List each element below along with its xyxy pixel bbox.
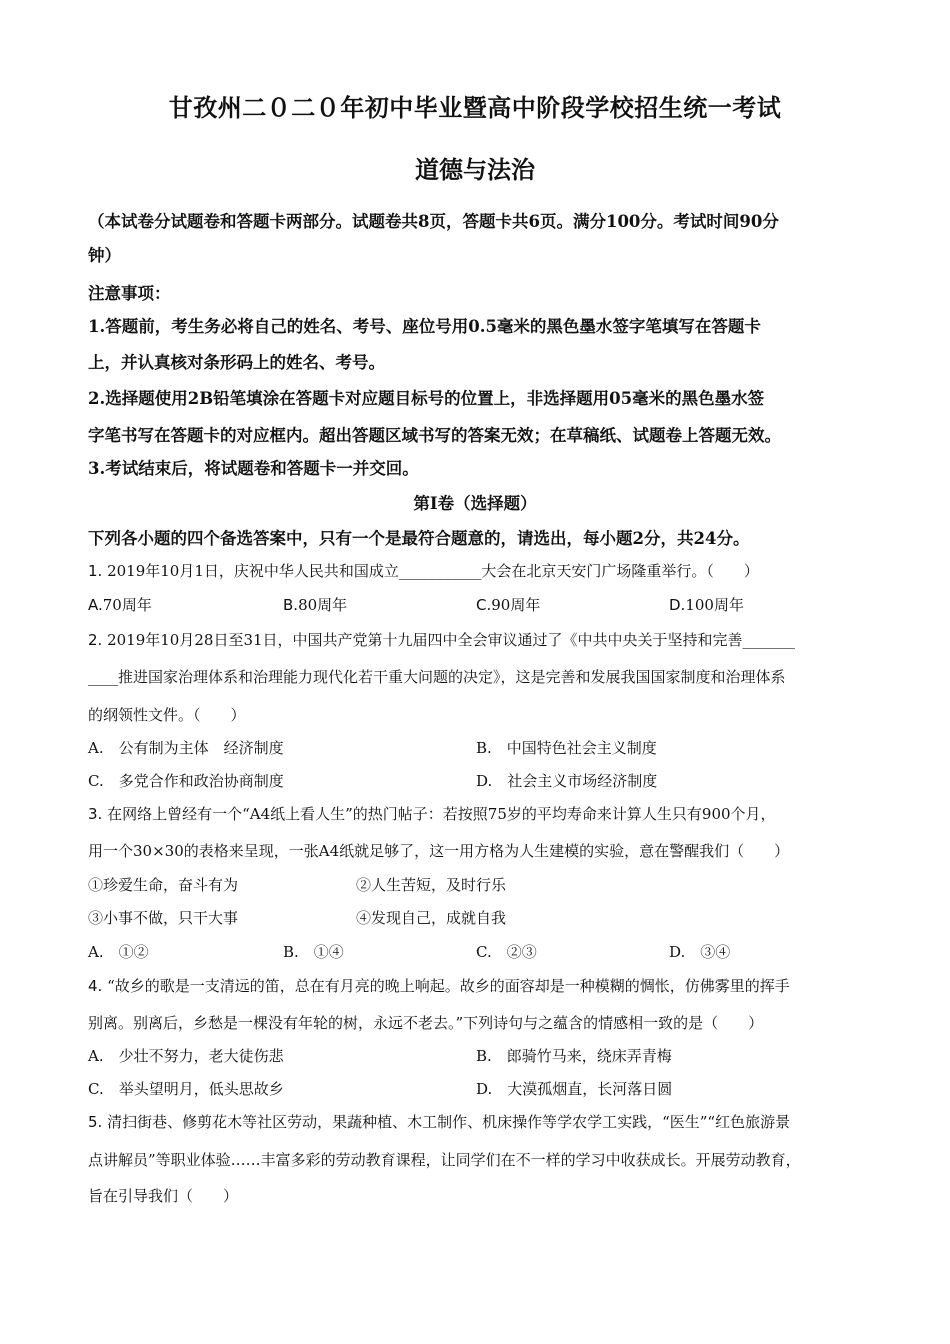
question-2-line-2: ____推进国家治理体系和治理能力现代化若干重大问题的决定》，这是完善和发展我国国家制度和治理体系: [88, 668, 786, 686]
question-3-line-2: 用一个30×30的表格来呈现，一张A4纸就足够了，这一用方格为人生建模的实验，意在警醒我们（ ）: [88, 842, 790, 860]
question-4: [88, 975, 790, 996]
option-b: B. ①④: [283, 943, 344, 961]
note-3: 3.考试结束后，将试题卷和答题卡一并交回。: [88, 459, 419, 478]
section-instruction: 下列各小题的四个备选答案中，只有一个是最符合题意的，请选出，每小题2分，共24分。: [88, 529, 750, 548]
option-b: B.80周年: [283, 596, 348, 614]
question-number: 5.: [88, 1113, 103, 1131]
question-4-line-2: 别离。别离后，乡愁是一棵没有年轮的树，永远不老去。”下列诗句与之蕴含的情感相一致的是（ ）: [88, 1014, 764, 1032]
option-c: C. 多党合作和政治协商制度: [88, 772, 284, 790]
option-d: D. 大漠孤烟直，长河落日圆: [476, 1080, 673, 1098]
option-c: C.90周年: [476, 596, 541, 614]
note-2-line-2: 字笔书写在答题卡的对应框内。超出答题区域书写的答案无效；在草稿纸、试题卷上答题无效。: [88, 426, 781, 445]
question-2: [88, 629, 795, 650]
exam-title: 甘孜州二０二０年初中毕业暨高中阶段学校招生统一考试: [168, 93, 782, 122]
option-a: A. 公有制为主体 经济制度: [88, 739, 284, 757]
note-1-line-2: 上，并认真核对条形码上的姓名、考号。: [88, 353, 385, 372]
intro-line-1: （本试卷分试题卷和答题卡两部分。试题卷共8页，答题卡共6页。满分100分。考试时间90分: [88, 212, 779, 231]
option-b: B. 中国特色社会主义制度: [476, 739, 657, 757]
note-2-line-1: 2.选择题使用2B铅笔填涂在答题卡对应题目标号的位置上，非选择题用05毫米的黑色墨水签: [88, 389, 765, 408]
question-2-line-3: 的纲领性文件。（ ）: [88, 706, 246, 724]
option-a: A. 少壮不努力，老大徒伤悲: [88, 1047, 284, 1065]
option-a: A.70周年: [88, 596, 152, 614]
question-number: 2.: [88, 631, 103, 649]
question-number: 3.: [88, 805, 103, 823]
question-number: 4.: [88, 977, 103, 995]
option-c: C. ②③: [476, 943, 537, 961]
question-text: “故乡的歌是一支清远的笛，总在有月亮的晚上响起。故乡的面容却是一种模糊的惆怅，仿佛雾里的挥手: [107, 977, 790, 995]
subject-title: 道德与法治: [415, 155, 535, 184]
option-c: C. 举头望明月，低头思故乡: [88, 1080, 284, 1098]
question-text: 2019年10月28日至31日，中国共产党第十九届四中全会审议通过了《中共中央关于坚持和完善_______: [107, 631, 796, 649]
option-d: D.100周年: [669, 596, 744, 614]
intro-line-2: 钟）: [88, 246, 121, 265]
question-text: 在网络上曾经有一个“A4纸上看人生”的热门帖子：若按照75岁的平均寿命来计算人生只有900个月，: [107, 805, 776, 823]
notes-heading: 注意事项：: [88, 284, 171, 303]
question-1: [88, 560, 759, 581]
statement-1: ①珍爱生命，奋斗有为: [88, 876, 239, 894]
statement-4: ④发现自己，成就自我: [356, 909, 507, 927]
question-text: 2019年10月1日，庆祝中华人民共和国成立___________大会在北京天安门广场隆重举行。（ ）: [107, 562, 759, 580]
question-5: [88, 1111, 790, 1132]
option-b: B. 郎骑竹马来，绕床弄青梅: [476, 1047, 672, 1065]
statement-3: ③小事不做，只干大事: [88, 909, 239, 927]
question-text: 清扫街巷、修剪花木等社区劳动，果蔬种植、木工制作、机床操作等学农学工实践，“医生”“红色旅游景: [107, 1113, 791, 1131]
question-3: [88, 803, 776, 824]
section-title: 第I卷（选择题）: [413, 494, 537, 513]
question-5-line-3: 旨在引导我们（ ）: [88, 1187, 239, 1205]
question-5-line-2: 点讲解员”等职业体验……丰富多彩的劳动教育课程，让同学们在不一样的学习中收获成长。开展劳动教育，: [88, 1151, 801, 1169]
question-number: 1.: [88, 562, 103, 580]
option-a: A. ①②: [88, 943, 149, 961]
option-d: D. ③④: [669, 943, 731, 961]
statement-2: ②人生苦短，及时行乐: [356, 876, 507, 894]
note-1-line-1: 1.答题前，考生务必将自己的姓名、考号、座位号用0.5毫米的黑色墨水签字笔填写在答题卡: [88, 317, 761, 336]
option-d: D. 社会主义市场经济制度: [476, 772, 658, 790]
